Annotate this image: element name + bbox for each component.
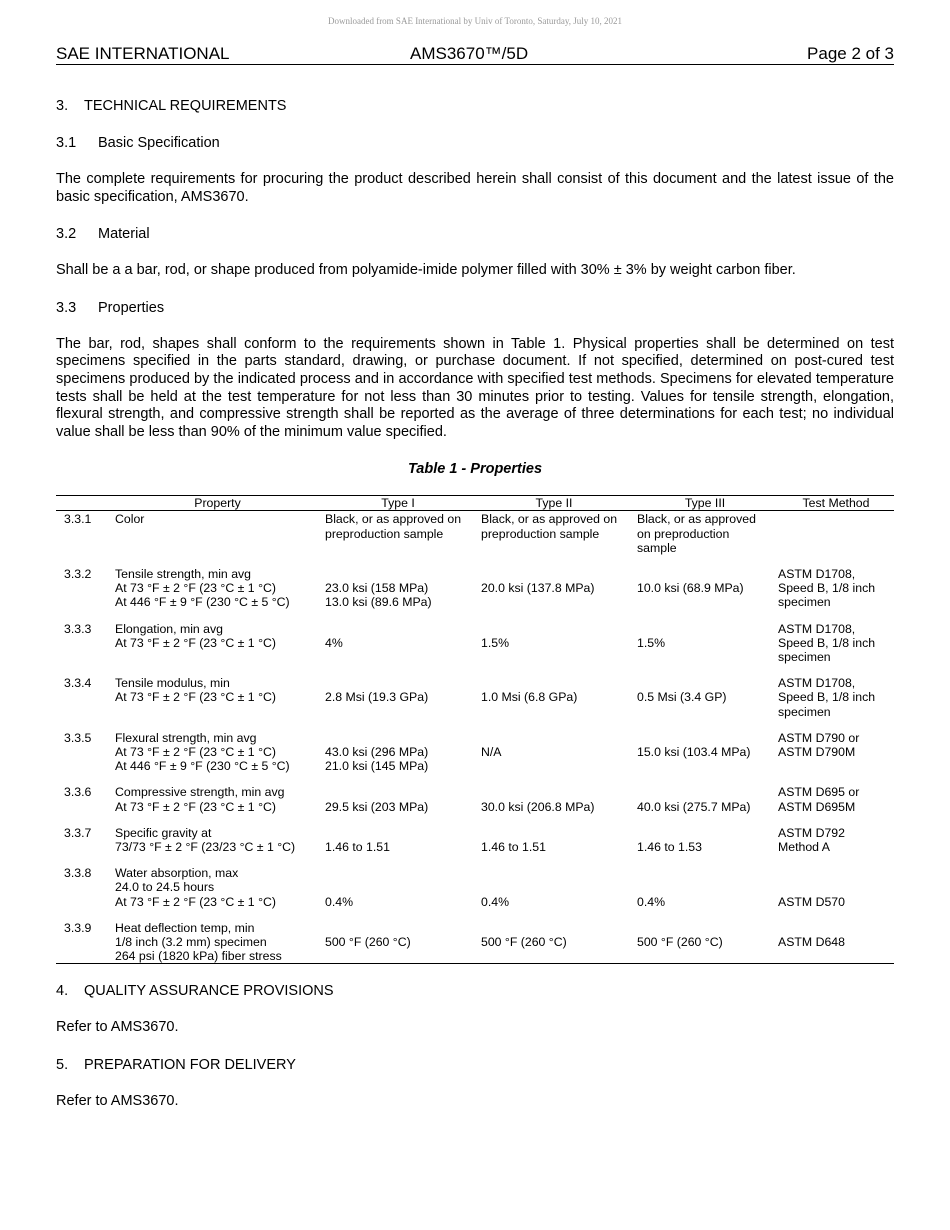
section-number: 3.3 [56, 299, 77, 316]
table-row [56, 825, 894, 865]
cell-type-2: Black, or as approved on preproduction sample [481, 512, 618, 541]
table-row [56, 511, 894, 566]
table-row [56, 865, 894, 920]
header-organization: SAE INTERNATIONAL [56, 44, 230, 63]
cell-type-3: 0.4% [637, 894, 666, 909]
section-number: 5. [56, 1057, 69, 1074]
cell-test-method: ASTM D792 Method A [778, 825, 845, 854]
section-number: 3. [56, 98, 69, 114]
cell-section: 3.3.4 [64, 676, 92, 691]
cell-section: 3.3.3 [64, 621, 92, 636]
cell-section: 3.3.9 [64, 920, 92, 935]
cell-test-method: ASTM D1708, Speed B, 1/8 inch specimen [778, 566, 876, 610]
cell-section: 3.3.8 [64, 866, 92, 881]
cell-test-method: ASTM D570 [778, 894, 845, 909]
section-3-2-text: Shall be a a bar, rod, or shape produced from polyamide-imide polymer filled with 30% ± 3% by weight carbon fiber. [56, 262, 796, 279]
section-number: 4. [56, 983, 69, 1000]
cell-type-1: 0.4% [325, 894, 354, 909]
section-number: 3.1 [56, 135, 77, 151]
document-body [56, 97, 894, 1130]
section-title: TECHNICAL REQUIREMENTS [84, 98, 287, 114]
header-cell-section [56, 496, 115, 511]
cell-type-3: 10.0 ksi (68.9 MPa) [637, 581, 744, 596]
cell-type-2: 1.46 to 1.51 [481, 840, 546, 854]
cell-property: Tensile modulus, min At 73 °F ± 2 °F (23 °C ± 1 °C) [115, 676, 276, 705]
page-header [56, 44, 894, 65]
header-cell-type-3: Type III [632, 496, 778, 511]
cell-type-1: 1.46 to 1.51 [325, 840, 390, 854]
header-cell-type-1: Type I [320, 496, 476, 511]
header-cell-property: Property [115, 496, 320, 511]
section-3-1-text: The complete requirements for procuring the product described herein shall consist of this document and the latest issue of the basic specification, AMS3670. [56, 171, 894, 205]
cell-type-2: 1.5% [481, 635, 510, 650]
table-row [56, 784, 894, 824]
table-row [56, 566, 894, 621]
cell-section: 3.3.6 [64, 785, 92, 800]
download-watermark: Downloaded from SAE International by Univ of Toronto, Saturday, July 10, 2021 [327, 16, 623, 26]
cell-type-1: 23.0 ksi (158 MPa) 13.0 ksi (89.6 MPa) [325, 581, 432, 610]
section-3-3-text: The bar, rod, shapes shall conform to the requirements shown in Table 1. Physical properties shall be determined on test specimens specified in the parts standard, drawing, or purchase document. If not specified, determined on post-cured test specimens produced by the indicated process and in accordance with specified test methods. Specimens for elevated temperature tests shall be held at the test temperature for not less than 30 minutes prior to testing. Values for tensile strength, elongation, flexural strength, and compressive strength shall be reported as the average of three determinations for each test; no individual value shall be less than 90% of the minimum value specified. [56, 335, 894, 440]
cell-type-3: 0.5 Msi (3.4 GP) [637, 690, 727, 705]
table-row [56, 730, 894, 785]
header-page-number: Page 2 of 3 [807, 44, 894, 63]
cell-property: Water absorption, max 24.0 to 24.5 hours At 73 °F ± 2 °F (23 °C ± 1 °C) [115, 866, 276, 909]
section-4-text: Refer to AMS3670. [56, 1019, 179, 1036]
cell-type-3: 15.0 ksi (103.4 MPa) [637, 744, 751, 759]
cell-section: 3.3.2 [64, 566, 92, 581]
table-row [56, 675, 894, 730]
cell-property: Flexural strength, min avg At 73 °F ± 2 °F (23 °C ± 1 °C) At 446 °F ± 9 °F (230 °C ± 5 °C) [115, 730, 290, 774]
cell-test-method [778, 511, 894, 566]
cell-type-3: 1.5% [637, 635, 666, 650]
cell-property: Elongation, min avg At 73 °F ± 2 °F (23 °C ± 1 °C) [115, 621, 276, 650]
section-title: Material [98, 226, 150, 243]
table-row [56, 920, 894, 964]
section-number: 3.2 [56, 226, 77, 243]
section-3-3-heading [56, 299, 894, 317]
properties-table [56, 495, 894, 964]
cell-section: 3.3.7 [64, 825, 92, 840]
cell-section: 3.3.1 [64, 512, 92, 527]
cell-test-method: ASTM D790 or ASTM D790M [778, 730, 860, 759]
cell-type-1: 500 °F (260 °C) [325, 935, 411, 950]
cell-type-3: 1.46 to 1.53 [637, 840, 702, 854]
cell-type-2: 500 °F (260 °C) [481, 935, 567, 950]
cell-property: Tensile strength, min avg At 73 °F ± 2 °F (23 °C ± 1 °C) At 446 °F ± 9 °F (230 °C ± 5 °C) [115, 566, 290, 610]
table-row [56, 621, 894, 676]
section-title: QUALITY ASSURANCE PROVISIONS [84, 983, 334, 1000]
section-title: Properties [98, 299, 165, 316]
table-header-row [56, 496, 894, 511]
cell-property: Heat deflection temp, min 1/8 inch (3.2 mm) specimen 264 psi (1820 kPa) fiber stress [115, 920, 282, 964]
cell-type-3: 40.0 ksi (275.7 MPa) [637, 799, 751, 814]
header-cell-test-method: Test Method [778, 496, 894, 511]
cell-property: Compressive strength, min avg At 73 °F ± 2 °F (23 °C ± 1 °C) [115, 785, 285, 814]
cell-test-method: ASTM D1708, Speed B, 1/8 inch specimen [778, 676, 876, 719]
cell-type-2: 30.0 ksi (206.8 MPa) [481, 799, 595, 814]
cell-type-3: Black, or as approved on preproduction sample [637, 512, 756, 555]
cell-section: 3.3.5 [64, 730, 92, 745]
cell-type-1: 4% [325, 635, 343, 650]
section-5-heading [56, 1056, 894, 1074]
cell-type-1: 2.8 Msi (19.3 GPa) [325, 690, 429, 705]
section-title: PREPARATION FOR DELIVERY [84, 1057, 296, 1074]
cell-type-1: 29.5 ksi (203 MPa) [325, 799, 429, 814]
section-3-1-heading [56, 134, 894, 152]
cell-type-3: 500 °F (260 °C) [637, 935, 723, 950]
section-title: Basic Specification [98, 135, 220, 151]
cell-test-method: ASTM D1708, Speed B, 1/8 inch specimen [778, 621, 876, 664]
cell-type-2: N/A [481, 744, 502, 759]
cell-property: Color [115, 512, 145, 527]
cell-type-2: 20.0 ksi (137.8 MPa) [481, 581, 595, 596]
header-cell-type-2: Type II [476, 496, 632, 511]
section-5-text: Refer to AMS3670. [56, 1093, 179, 1110]
cell-test-method: ASTM D648 [778, 935, 845, 950]
table-caption: Table 1 - Properties [407, 461, 543, 478]
cell-test-method: ASTM D695 or ASTM D695M [778, 785, 860, 814]
section-3-heading [56, 97, 894, 115]
header-document-number: AMS3670™/5D [410, 44, 529, 63]
cell-property: Specific gravity at 73/73 °F ± 2 °F (23/23 °C ± 1 °C) [115, 825, 296, 854]
section-4-heading [56, 982, 894, 1000]
cell-type-2: 0.4% [481, 894, 510, 909]
section-3-2-heading [56, 225, 894, 243]
cell-type-1: Black, or as approved on preproduction sample [325, 512, 462, 541]
cell-type-1: 43.0 ksi (296 MPa) 21.0 ksi (145 MPa) [325, 744, 429, 774]
cell-type-2: 1.0 Msi (6.8 GPa) [481, 690, 578, 705]
